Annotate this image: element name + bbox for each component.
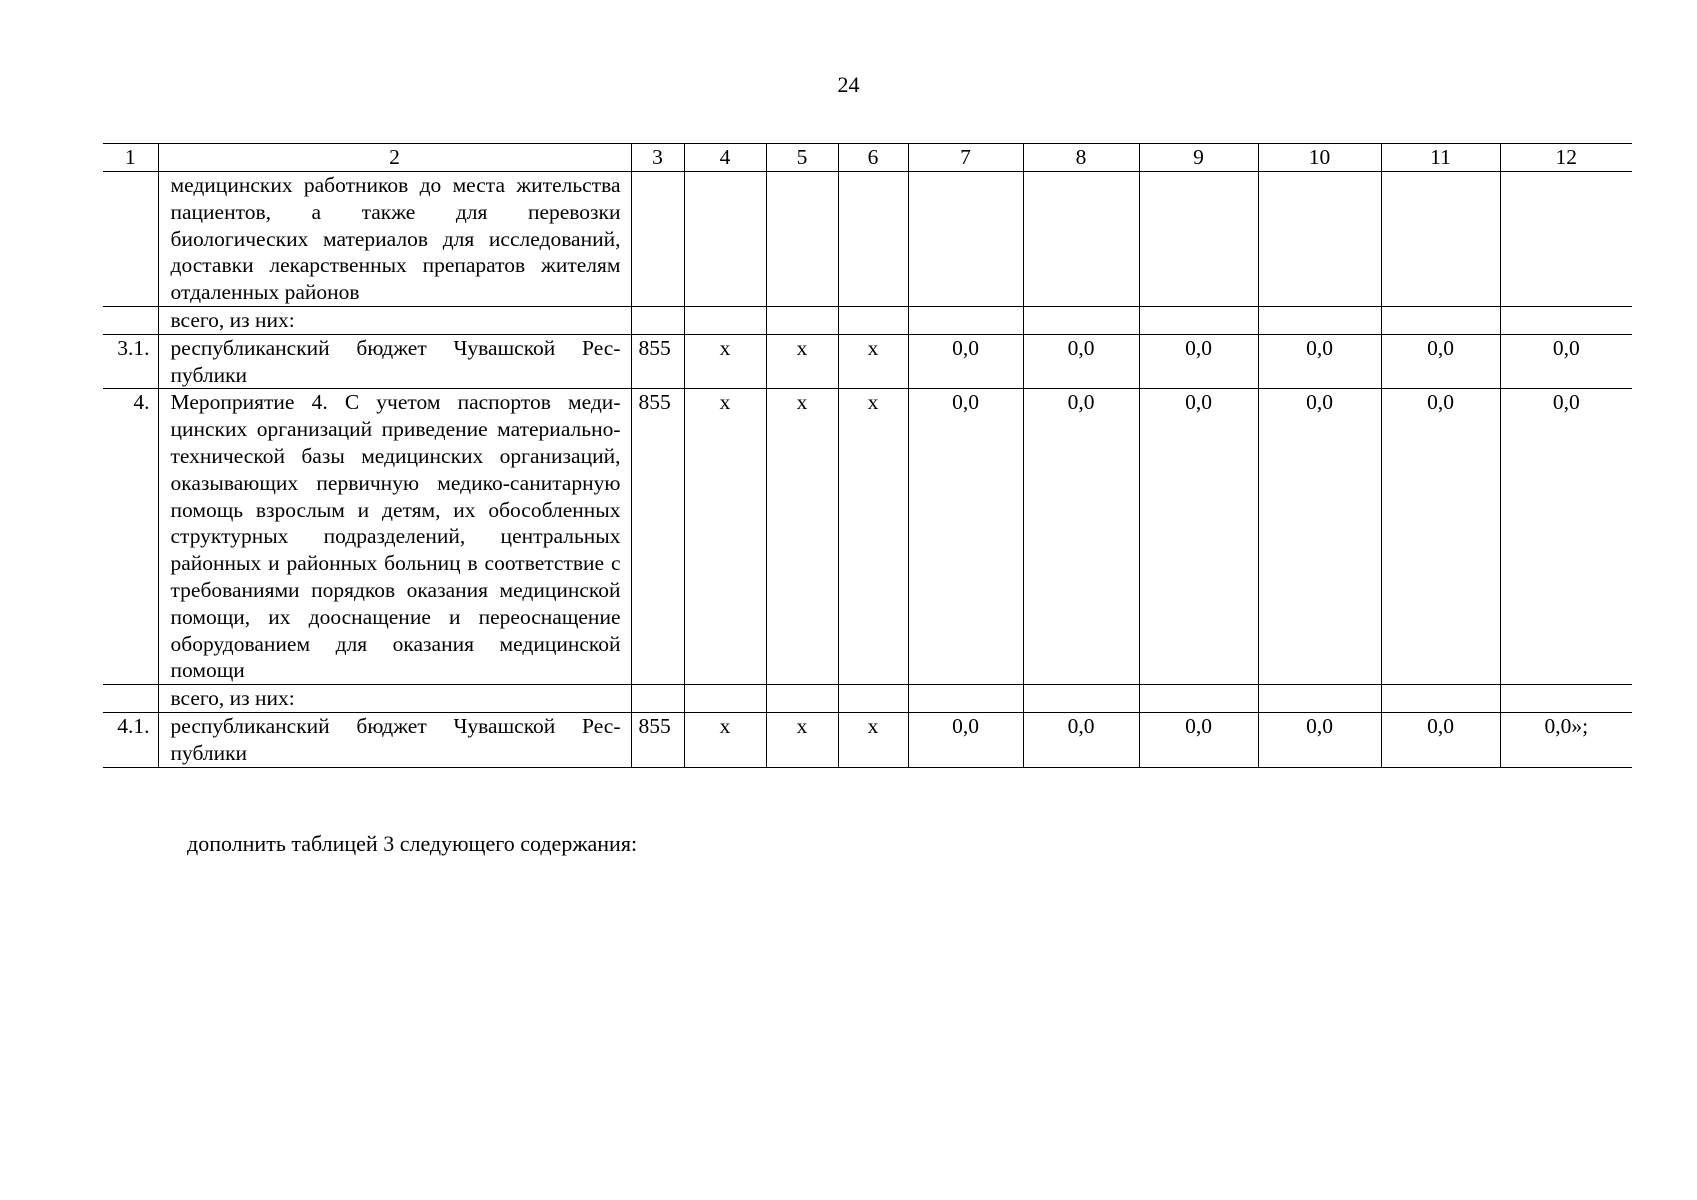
- budget-code: 855: [631, 712, 684, 767]
- cell-col6: [838, 685, 908, 713]
- cell-col10: 0,0: [1258, 712, 1381, 767]
- cell-col5: х: [766, 334, 838, 389]
- cell-col4: [684, 685, 766, 713]
- column-header: 4: [684, 144, 766, 172]
- row-description: Мероприятие 4. С учетом паспортов медицинских организаций приведение материально-технической базы медицинских организаций, оказывающих первичную медико-санитарную помощь взрослым и детям, их обособленных структурных подразделений, центральных районных и районных больниц в соответствие с требованиями порядков оказания медицинской помощи, их дооснащение и переоснащение оборудованием для оказания медицинской помощи: [158, 389, 631, 685]
- footer-text: дополнить таблицей 3 следующего содержания:: [187, 831, 638, 856]
- table-header-row: [103, 144, 1632, 172]
- cell-col4: [684, 172, 766, 307]
- cell-col6: х: [838, 334, 908, 389]
- row-number: [103, 172, 158, 307]
- column-header: 1: [103, 144, 158, 172]
- cell-col11: [1381, 172, 1500, 307]
- cell-col9: 0,0: [1139, 712, 1258, 767]
- column-header: 12: [1500, 144, 1632, 172]
- budget-table: [103, 143, 1632, 768]
- row-number: 3.1.: [103, 334, 158, 389]
- cell-col5: [766, 306, 838, 334]
- row-number: 4.: [103, 389, 158, 685]
- cell-col12: 0,0: [1500, 389, 1632, 685]
- column-header: 7: [908, 144, 1023, 172]
- table-row: [103, 172, 1632, 307]
- cell-col10: [1258, 172, 1381, 307]
- cell-col8: 0,0: [1023, 334, 1139, 389]
- cell-col9: [1139, 306, 1258, 334]
- cell-col5: х: [766, 389, 838, 685]
- cell-col8: [1023, 172, 1139, 307]
- column-header: 5: [766, 144, 838, 172]
- cell-col4: х: [684, 334, 766, 389]
- cell-col7: 0,0: [908, 334, 1023, 389]
- column-header: 8: [1023, 144, 1139, 172]
- budget-code: 855: [631, 389, 684, 685]
- column-header: 10: [1258, 144, 1381, 172]
- cell-col12: [1500, 172, 1632, 307]
- cell-col6: [838, 172, 908, 307]
- cell-col11: 0,0: [1381, 712, 1500, 767]
- cell-col11: [1381, 685, 1500, 713]
- cell-col8: 0,0: [1023, 389, 1139, 685]
- budget-code: 855: [631, 334, 684, 389]
- column-header: 9: [1139, 144, 1258, 172]
- cell-col12: [1500, 306, 1632, 334]
- cell-col7: [908, 306, 1023, 334]
- cell-col10: [1258, 306, 1381, 334]
- cell-col12: [1500, 685, 1632, 713]
- page-number: 24: [837, 72, 860, 97]
- cell-col9: 0,0: [1139, 389, 1258, 685]
- cell-col9: [1139, 685, 1258, 713]
- table-row: [103, 685, 1632, 713]
- table-row: [103, 389, 1632, 685]
- cell-col7: [908, 685, 1023, 713]
- row-description: медицинских работников до места жительства пациентов, а также для перевозки биологических материалов для исследований, доставки лекарственных препаратов жителям отдаленных районов: [158, 172, 631, 307]
- cell-col9: [1139, 172, 1258, 307]
- cell-col4: [684, 306, 766, 334]
- table-row: [103, 334, 1632, 389]
- cell-col8: 0,0: [1023, 712, 1139, 767]
- cell-col6: х: [838, 712, 908, 767]
- cell-col7: 0,0: [908, 389, 1023, 685]
- cell-col8: [1023, 685, 1139, 713]
- cell-col12: 0,0: [1500, 334, 1632, 389]
- table-row: [103, 712, 1632, 767]
- row-number: [103, 306, 158, 334]
- row-description: республиканский бюджет Чувашской Республики: [158, 334, 631, 389]
- cell-col10: [1258, 685, 1381, 713]
- row-description: республиканский бюджет Чувашской Республики: [158, 712, 631, 767]
- cell-col5: [766, 685, 838, 713]
- cell-col11: 0,0: [1381, 389, 1500, 685]
- column-header: 2: [158, 144, 631, 172]
- cell-col7: [908, 172, 1023, 307]
- column-header: 11: [1381, 144, 1500, 172]
- row-number: [103, 685, 158, 713]
- table-row: [103, 306, 1632, 334]
- cell-col11: [1381, 306, 1500, 334]
- row-description: всего, из них:: [158, 685, 631, 713]
- cell-col11: 0,0: [1381, 334, 1500, 389]
- budget-code: [631, 306, 684, 334]
- cell-col10: 0,0: [1258, 389, 1381, 685]
- budget-code: [631, 685, 684, 713]
- column-header: 3: [631, 144, 684, 172]
- cell-col6: [838, 306, 908, 334]
- cell-col12: 0,0»;: [1500, 712, 1632, 767]
- cell-col5: [766, 172, 838, 307]
- column-header: 6: [838, 144, 908, 172]
- cell-col4: х: [684, 389, 766, 685]
- cell-col4: х: [684, 712, 766, 767]
- budget-code: [631, 172, 684, 307]
- cell-col5: х: [766, 712, 838, 767]
- cell-col9: 0,0: [1139, 334, 1258, 389]
- cell-col10: 0,0: [1258, 334, 1381, 389]
- cell-col7: 0,0: [908, 712, 1023, 767]
- row-number: 4.1.: [103, 712, 158, 767]
- cell-col6: х: [838, 389, 908, 685]
- row-description: всего, из них:: [158, 306, 631, 334]
- cell-col8: [1023, 306, 1139, 334]
